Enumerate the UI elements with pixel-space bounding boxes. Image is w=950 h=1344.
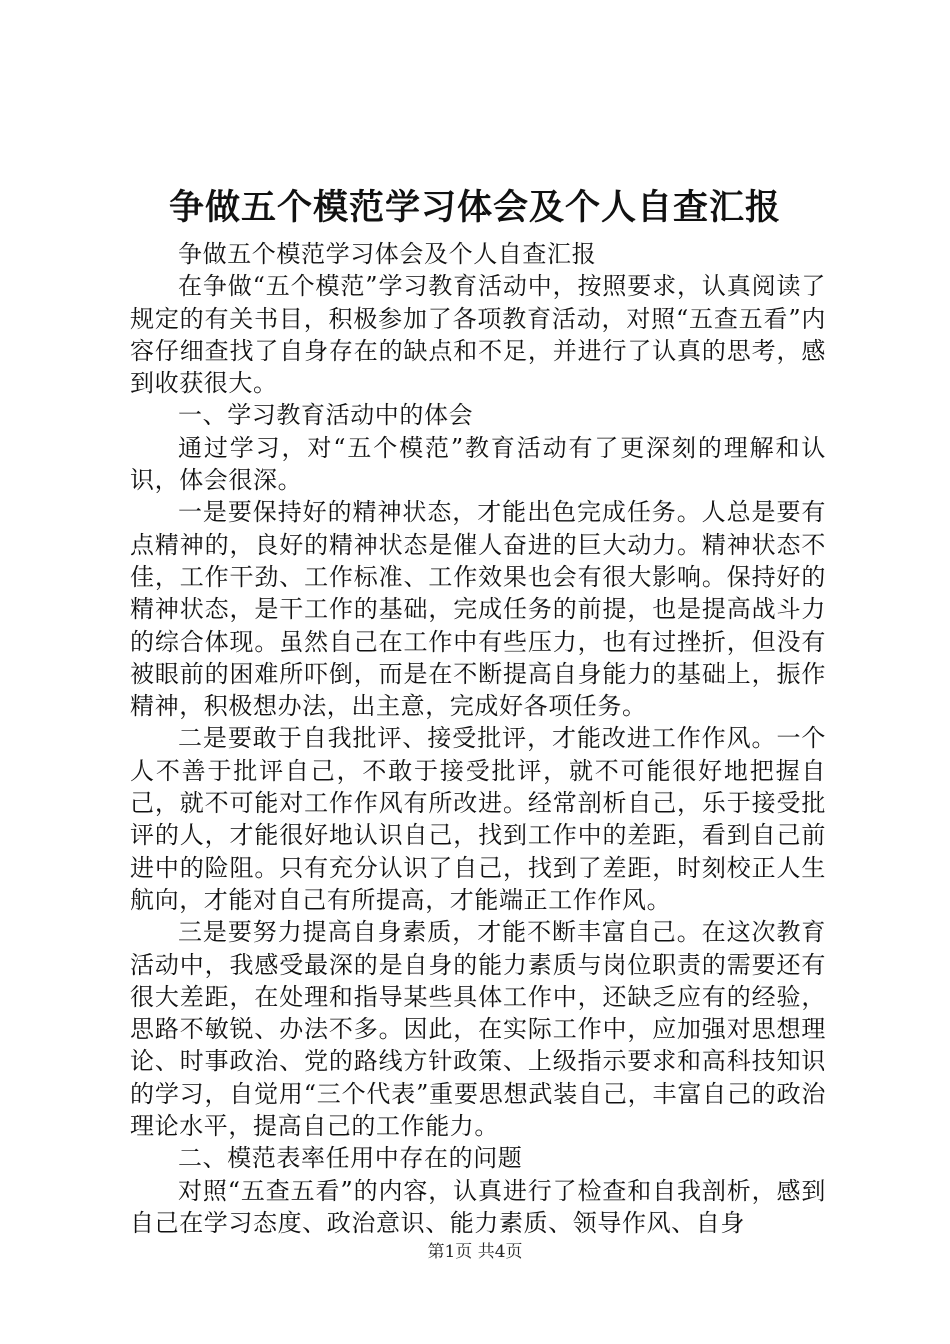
section-heading-2: 二、模范表率任用中存在的问题 — [178, 1144, 523, 1173]
paragraph: 三是要努力提高自身素质，才能不断丰富自己。在这次教育活动中，我感受最深的是自身的能力素质与岗位职责的需要还有很大差距，在处理和指导某些具体工作中，还缺乏应有的经验，思路不敏锐、办法不多。因此，在实际工作中，应加强对思想理论、时事政治、党的路线方针政策、上级指示要求和高科技知识的学习，自觉用“三个代表”重要思想武装自己，丰富自己的政治理论水平，提高自己的工作能力。 — [130, 918, 826, 1141]
paragraph: 二是要敢于自我批评、接受批评，才能改进工作作风。一个人不善于批评自己，不敢于接受批评，就不可能很好地把握自己，就不可能对工作作风有所改进。经常剖析自己，乐于接受批评的人，才能很好地认识自己，找到工作中的差距，看到自己前进中的险阻。只有充分认识了自己，找到了差距，时刻校正人生航向，才能对自己有所提高，才能端正工作作风。 — [130, 724, 826, 914]
document-title: 争做五个模范学习体会及个人自查汇报 — [168, 187, 781, 228]
paragraph-intro: 在争做“五个模范”学习教育活动中，按照要求，认真阅读了规定的有关书目，积极参加了各项教育活动，对照“五查五看”内容仔细查找了自身存在的缺点和不足，并进行了认真的思考，感到收获很大。 — [130, 272, 826, 398]
paragraph-subtitle: 争做五个模范学习体会及个人自查汇报 — [178, 240, 597, 268]
paragraph: 通过学习，对“五个模范”教育活动有了更深刻的理解和认识，体会很深。 — [130, 433, 826, 495]
paragraph: 一是要保持好的精神状态，才能出色完成任务。人总是要有点精神的，良好的精神状态是催人奋进的巨大动力。精神状态不佳，工作干劲、工作标准、工作效果也会有很大影响。保持好的精神状态，是干工作的基础，完成任务的前提，也是提高战斗力的综合体现。虽然自己在工作中有些压力，也有过挫折，但没有被眼前的困难所吓倒，而是在不断提高自身能力的基础上，振作精神，积极想办法，出主意，完成好各项任务。 — [130, 498, 826, 721]
page-number: 第1页 共4页 — [427, 1242, 523, 1262]
section-heading-1: 一、学习教育活动中的体会 — [178, 401, 474, 430]
document-body — [130, 238, 826, 1239]
paragraph: 对照“五查五看”的内容，认真进行了检查和自我剖析，感到自己在学习态度、政治意识、能力素质、领导作风、自身 — [130, 1176, 826, 1237]
